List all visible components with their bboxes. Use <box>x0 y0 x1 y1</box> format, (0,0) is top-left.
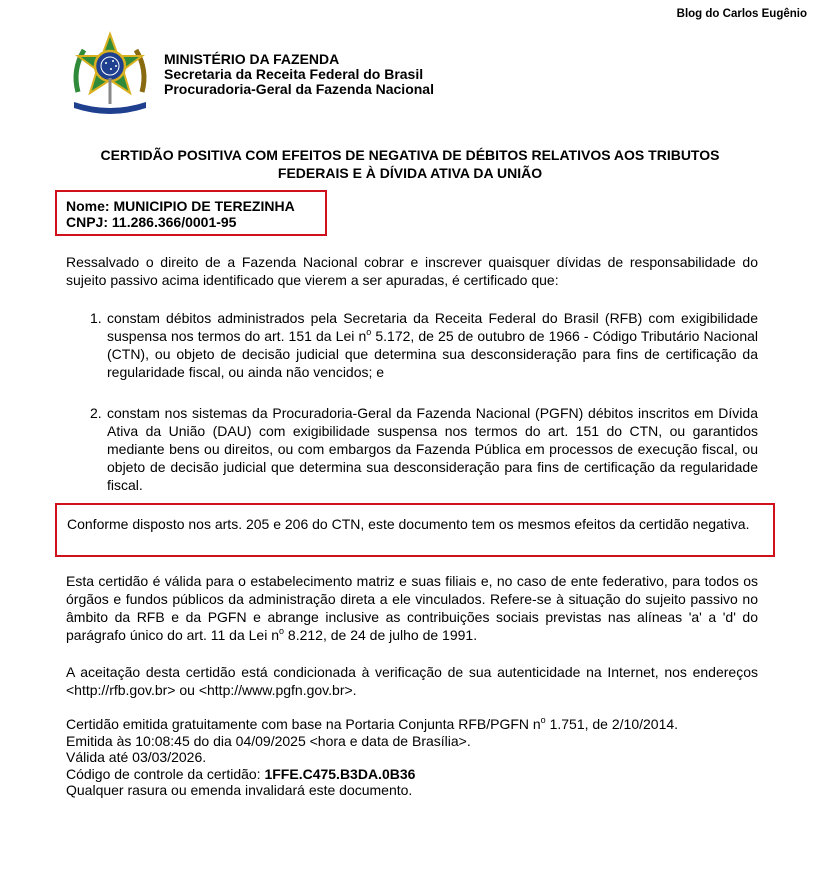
taxpayer-name: MUNICIPIO DE TEREZINHA <box>113 198 295 214</box>
control-code-row <box>66 766 678 783</box>
taxpayer-cnpj-row <box>66 214 325 230</box>
title-line-1: CERTIDÃO POSITIVA COM EFEITOS DE NEGATIVA DE DÉBITOS RELATIVOS AOS TRIBUTOS <box>100 147 720 163</box>
blog-watermark: Blog do Carlos Eugênio <box>676 8 807 20</box>
brazil-coat-of-arms-icon <box>66 30 154 118</box>
taxpayer-cnpj: 11.286.366/0001-95 <box>111 214 237 230</box>
issuing-organization <box>164 52 434 97</box>
validity-paragraph: Esta certidão é válida para o estabelecimento matriz e suas filiais e, no caso de ente federativo, para todos os órgãos e fundos públicos da administração direta a ele vinculados. Refere-se à situação do sujeito passivo no âmbito da RFB e da PGFN e abrange inclusive as contribuições sociais previstas nas alíneas 'a' a 'd' do parágrafo único do art. 11 da Lei $n^o$ 8.212, de 24 de julho de 1991. <box>66 573 758 643</box>
negative-effects-box: Conforme disposto nos arts. 205 e 206 do CTN, este documento tem os mesmos efeitos da certidão negativa. <box>55 503 775 557</box>
acceptance-paragraph: A aceitação desta certidão está condicionada à verificação de sua autenticidade na Internet, nos endereços <http://rfb.gov.br> ou <http://www.pgfn.gov.br>. <box>66 664 758 698</box>
ministry-name: MINISTÉRIO DA FAZENDA <box>164 51 340 67</box>
valid-until: Válida até 03/03/2026. <box>66 749 207 765</box>
taxpayer-identification-box <box>55 190 327 236</box>
list-item-number: 1. <box>90 310 102 326</box>
secretariat-name: Secretaria da Receita Federal do Brasil <box>164 66 424 82</box>
taxpayer-name-row <box>66 198 325 214</box>
issued-at: Emitida às 10:08:45 do dia 04/09/2025 <hora e data de Brasília>. <box>66 732 471 749</box>
certificate-title <box>60 146 760 182</box>
list-item-text: constam nos sistemas da Procuradoria-Geral da Fazenda Nacional (PGFN) débitos inscritos em Dívida Ativa da União (DAU) com exigibilidade suspensa nos termos do art. 151 do CTN, ou garantidos mediante bens ou direitos, ou com embargos da Fazenda Pública em processos de execução fiscal, ou objeto de decisão judicial que determina sua desconsideração para fins de certificação da regularidade fiscal. <box>107 405 758 493</box>
control-code: 1FFE.C475.B3DA.0B36 <box>264 765 416 782</box>
name-label: Nome: <box>66 198 110 214</box>
list-item-number: 2. <box>90 405 102 421</box>
control-code-label: Código de controle da certidão: <box>66 765 265 782</box>
list-item-pgfn <box>90 404 758 494</box>
issued-basis: Certidão emitida gratuitamente com base na Portaria Conjunta RFB/PGFN $n^o$ 1.751, de 2/10/2014. <box>66 715 679 732</box>
list-item-rfb <box>90 309 758 381</box>
intro-paragraph: Ressalvado o direito de a Fazenda Nacional cobrar e inscrever quaisquer dívidas de responsabilidade do sujeito passivo acima identificado que vierem a ser apuradas, é certificado que: <box>66 254 758 288</box>
document-header <box>66 30 434 118</box>
procuradoria-name: Procuradoria-Geral da Fazenda Nacional <box>164 81 434 97</box>
title-line-2: FEDERAIS E À DÍVIDA ATIVA DA UNIÃO <box>277 165 543 181</box>
cnpj-label: CNPJ: <box>66 214 109 230</box>
list-item-text: constam débitos administrados pela Secretaria da Receita Federal do Brasil (RFB) com exigibilidade suspensa nos termos do art. 151 da Lei $n^o$ 5.172, de 25 de outubro de 1966 - Código Tributário Nacional (CTN), ou objeto de decisão judicial que determina sua desconsideração para fins de certificação da regularidade fiscal, ou ainda não vencidos; e <box>107 310 758 380</box>
alteration-warning: Qualquer rasura ou emenda invalidará este documento. <box>66 782 413 798</box>
issuance-details <box>66 716 678 799</box>
